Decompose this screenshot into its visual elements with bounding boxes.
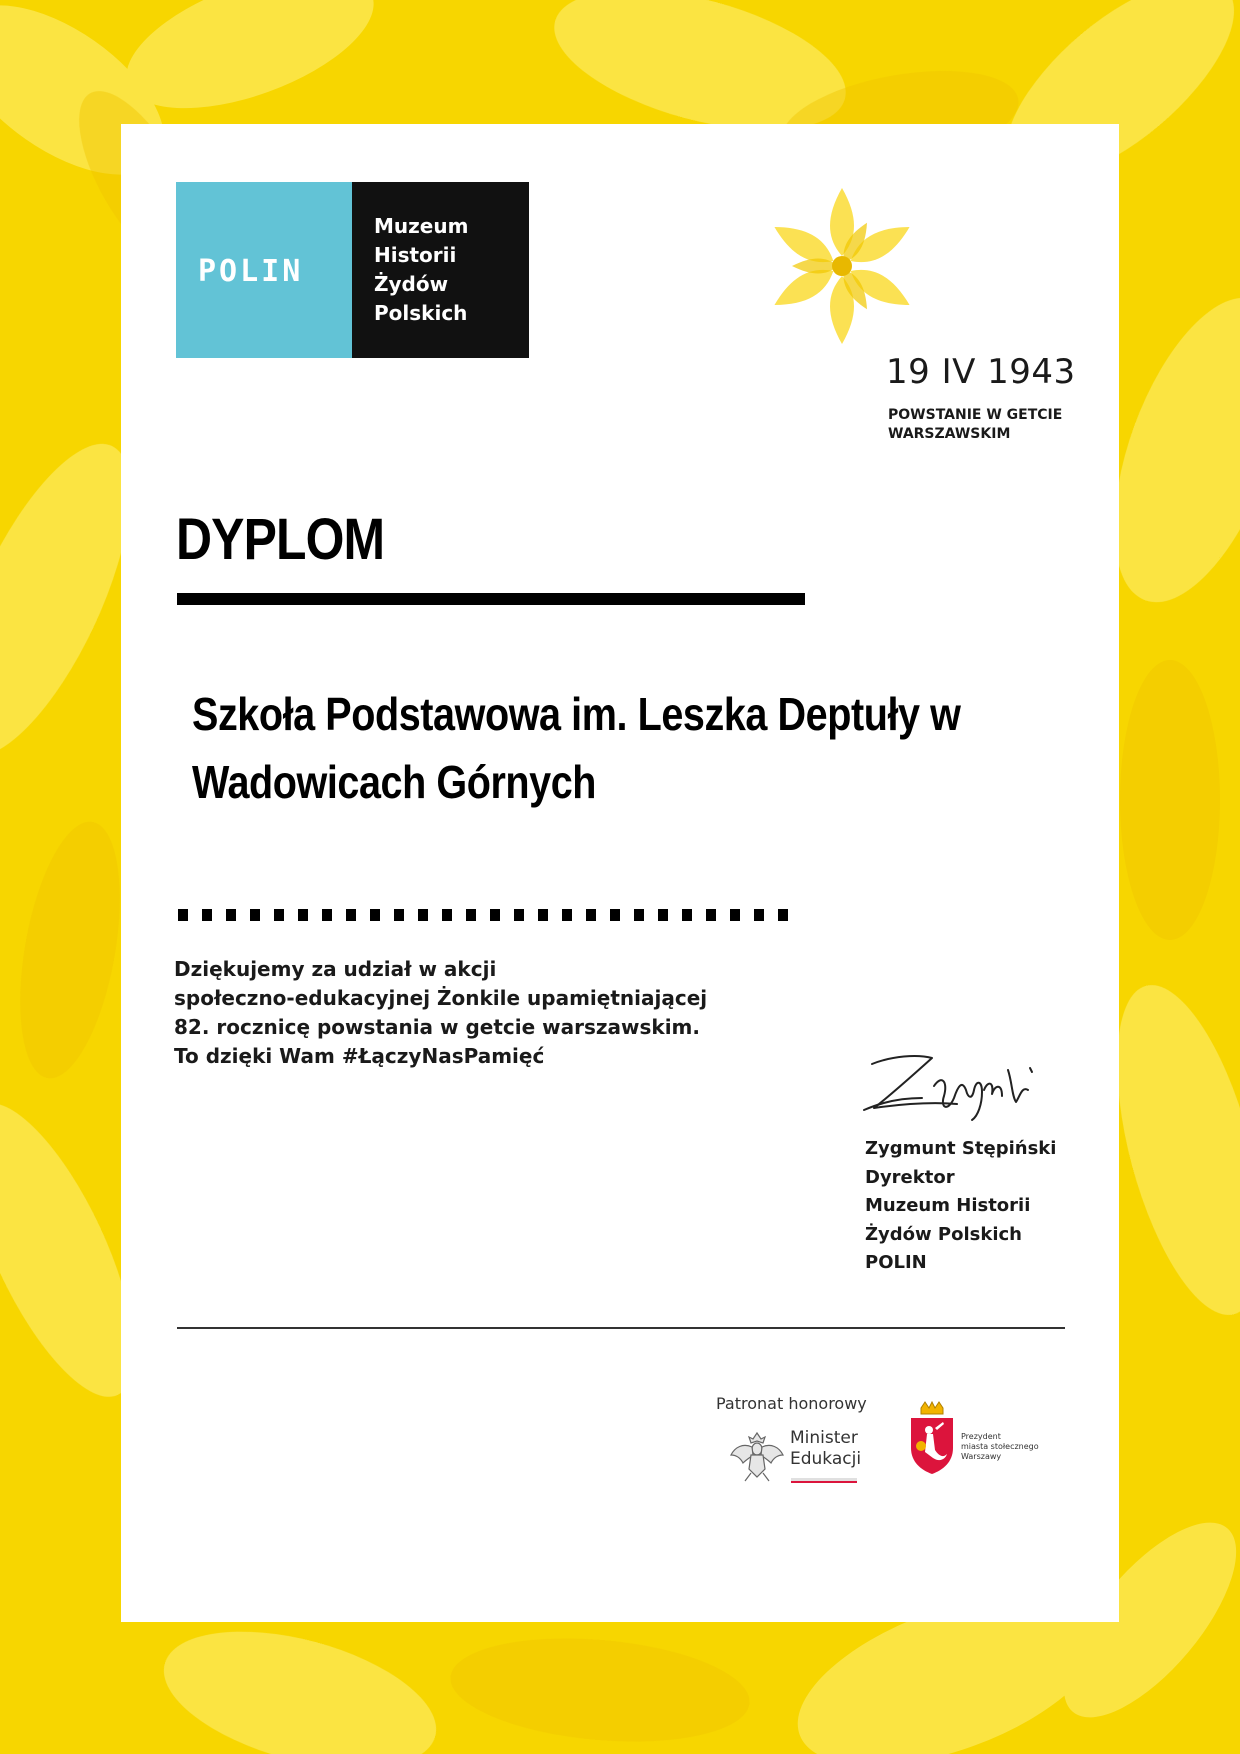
polish-eagle-icon <box>729 1425 785 1485</box>
title-underline <box>177 593 805 605</box>
signatory-line: Zygmunt Stępiński <box>865 1138 1057 1159</box>
polin-wordmark: POLIN <box>198 254 304 289</box>
patronat-label: Patronat honorowy <box>716 1394 867 1413</box>
polin-logo <box>176 182 529 358</box>
daffodil-icon <box>762 186 922 346</box>
prezydent-line: miasta stołecznego <box>961 1442 1039 1451</box>
message-line: To dzięki Wam #ŁączyNasPamięć <box>174 1044 545 1068</box>
handwritten-signature <box>862 1046 1042 1126</box>
prezydent-label <box>961 1432 1039 1462</box>
signatory-line: Muzeum Historii <box>865 1195 1031 1216</box>
message-line: 82. rocznicę powstania w getcie warszawskim. <box>174 1015 700 1039</box>
polin-logo-blue-block <box>176 182 352 358</box>
uprising-subtitle-line: POWSTANIE W GETCIE <box>888 407 1063 423</box>
polin-logo-text <box>374 212 468 328</box>
signatory-line: Dyrektor <box>865 1166 955 1188</box>
uprising-subtitle <box>888 406 1062 444</box>
polin-logo-line: Muzeum <box>374 214 469 238</box>
uprising-subtitle-line: WARSZAWSKIM <box>888 426 1011 442</box>
message-line: Dziękujemy za udział w akcji <box>174 957 497 981</box>
warsaw-crest-icon <box>907 1400 957 1476</box>
recipient-line: Wadowicach Górnych <box>192 756 597 808</box>
minister-line: Minister <box>790 1428 858 1448</box>
uprising-date: 19 IV 1943 <box>886 352 1076 392</box>
footer-divider <box>177 1327 1065 1329</box>
prezydent-line: Warszawy <box>961 1452 1002 1461</box>
polish-flag-stripe <box>791 1478 857 1483</box>
polin-logo-line: Historii <box>374 243 457 267</box>
recipient-name <box>192 680 1035 816</box>
minister-line: Edukacji <box>790 1449 862 1469</box>
recipient-line: Szkoła Podstawowa im. Leszka Deptuły w <box>192 688 961 740</box>
thank-you-message <box>174 955 707 1071</box>
message-line: społeczno-edukacyjnej Żonkile upamiętniającej <box>174 986 708 1010</box>
signatory-line: POLIN <box>865 1252 927 1273</box>
minister-label <box>790 1428 861 1470</box>
prezydent-line: Prezydent <box>961 1432 1001 1441</box>
dotted-divider <box>178 909 790 923</box>
diploma-title: DYPLOM <box>176 507 385 572</box>
polin-logo-line: Polskich <box>374 301 468 325</box>
signatory-line: Żydów Polskich <box>865 1223 1022 1245</box>
polin-logo-line: Żydów <box>374 272 449 296</box>
signatory-block <box>865 1135 1056 1278</box>
